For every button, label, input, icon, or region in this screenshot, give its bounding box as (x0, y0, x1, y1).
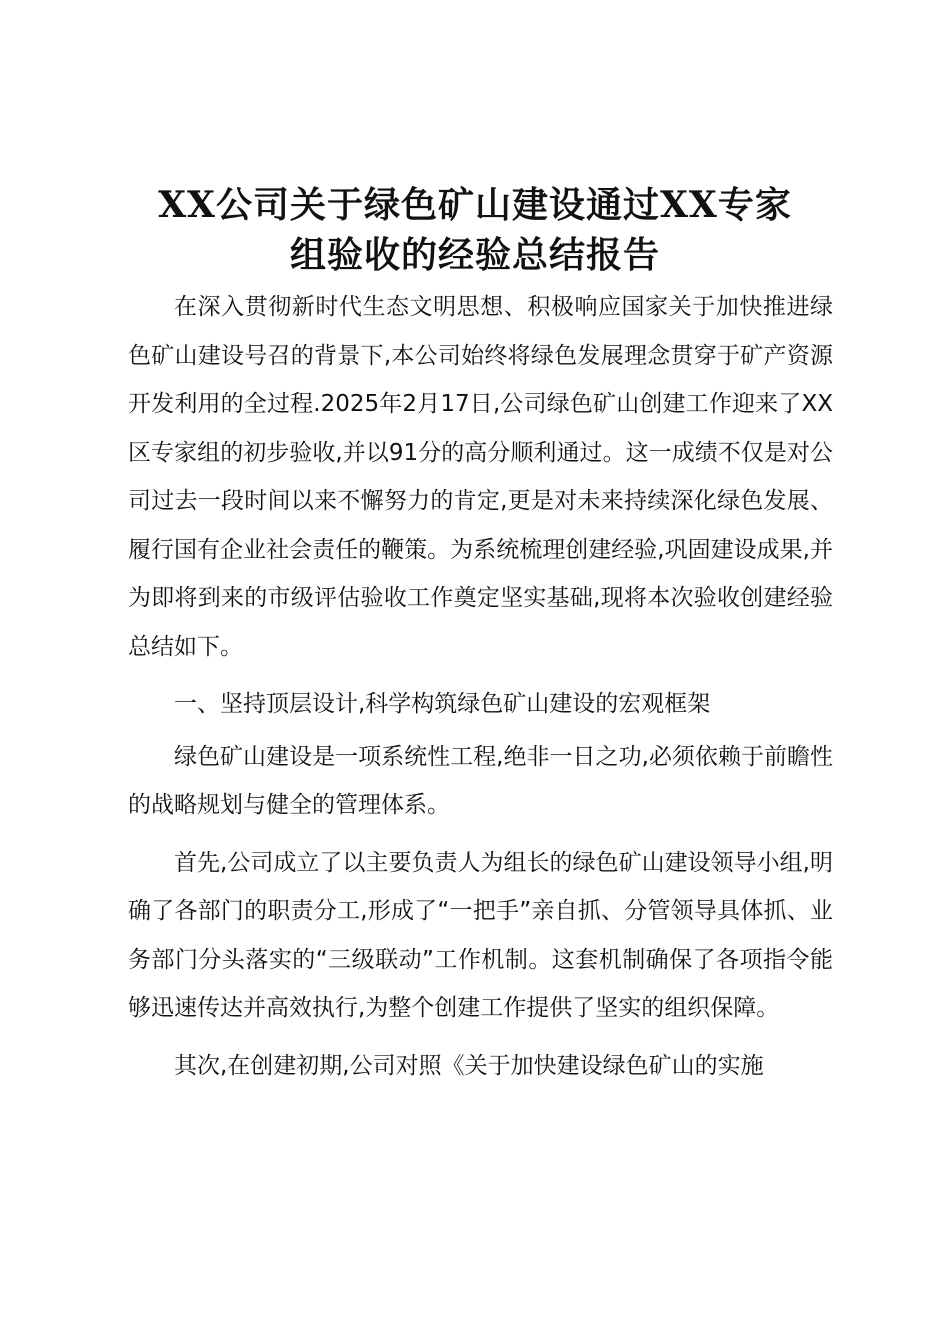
section-heading: 一、坚持顶层设计,科学构筑绿色矿山建设的宏观框架 (174, 691, 711, 717)
intro-paragraph: 在深入贯彻新时代生态文明思想、积极响应国家关于加快推进绿色矿山建设号召的背景下,本公司始终将绿色发展理念贯穿于矿产资源开发利用的全过程.2025年2月17日,公司绿色矿山创建工作迎来了XX区专家组的初步验收,并以91分的高分顺利通过。这一成绩不仅是对公司过去一段时间以来不懈努力的肯定,更是对未来持续深化绿色发展、履行国有企业社会责任的鞭策。为系统梳理创建经验,巩固建设成果,并为即将到来的市级评估验收工作奠定坚实基础,现将本次验收创建经验总结如下。 (128, 294, 833, 660)
body-paragraph: 其次,在创建初期,公司对照《关于加快建设绿色矿山的实施 (174, 1052, 764, 1079)
document-body (128, 283, 833, 1099)
body-paragraph: 绿色矿山建设是一项系统性工程,绝非一日之功,必须依赖于前瞻性的战略规划与健全的管理体系。 (128, 743, 833, 818)
title-line-1: XX公司关于绿色矿山建设通过XX专家 (158, 184, 792, 226)
document-title (110, 180, 840, 280)
title-line-2: 组验收的经验总结报告 (289, 234, 660, 276)
body-paragraph: 首先,公司成立了以主要负责人为组长的绿色矿山建设领导小组,明确了各部门的职责分工,形成了“一把手”亲自抓、分管领导具体抓、业务部门分头落实的“三级联动”工作机制。这套机制确保了各项指令能够迅速传达并高效执行,为整个创建工作提供了坚实的组织保障。 (128, 849, 833, 1021)
